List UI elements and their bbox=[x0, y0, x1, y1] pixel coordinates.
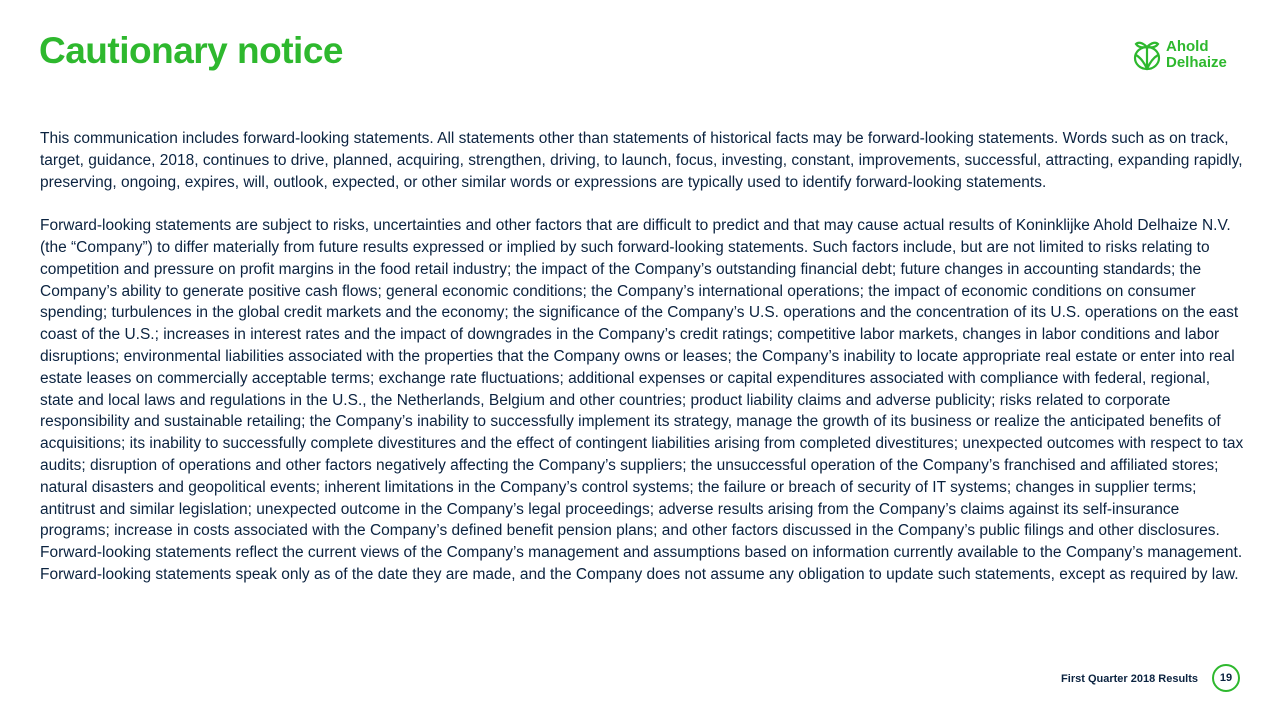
page-number-badge: 19 bbox=[1212, 664, 1240, 692]
company-logo bbox=[1132, 38, 1227, 72]
logo-line-1: Ahold bbox=[1166, 38, 1209, 55]
ahold-delhaize-leaf-icon bbox=[1132, 38, 1162, 72]
notice-paragraph-1: This communication includes forward-looking statements. All statements other than statements of historical facts may be forward-looking statements. Words such as on track, target, guidance, 2018, continues to drive, planned, acquiring, strengthen, driving, to launch, focus, investing, constant, improvements, successful, attracting, expanding rapidly, preserving, ongoing, expires, will, outlook, expected, or other similar words or expressions are typically used to identify forward-looking statements. bbox=[40, 130, 1243, 191]
footer-label: First Quarter 2018 Results bbox=[1061, 673, 1198, 685]
logo-wordmark bbox=[1166, 39, 1227, 71]
logo-line-2: Delhaize bbox=[1166, 54, 1227, 71]
slide-title: Cautionary notice bbox=[39, 30, 343, 71]
notice-body bbox=[40, 128, 1245, 586]
notice-paragraph-2: Forward-looking statements are subject to risks, uncertainties and other factors that are difficult to predict and that may cause actual results of Koninklijke Ahold Delhaize N.V. (the “Company”) to differ materially from future results expressed or implied by such forward-looking statements. Such factors include, but are not limited to risks relating to competition and pressure on profit margins in the food retail industry; the impact of the Company’s outstanding financial debt; future changes in accounting standards; the Company’s ability to generate positive cash flows; general economic conditions; the Company’s international operations; the impact of economic conditions on consumer spending; turbulences in the global credit markets and the economy; the significance of the Company’s U.S. operations and the concentration of its U.S. operations on the east coast of the U.S.; increases in interest rates and the impact of downgrades in the Company’s credit ratings; competitive labor markets, changes in labor conditions and labor disruptions; environmental liabilities associated with the properties that the Company owns or leases; the Company’s inability to locate appropriate real estate or enter into real estate leases on commercially acceptable terms; exchange rate fluctuations; additional expenses or capital expenditures associated with compliance with federal, regional, state and local laws and regulations in the U.S., the Netherlands, Belgium and other countries; product liability claims and adverse publicity; risks related to corporate responsibility and sustainable retailing; the Company’s inability to successfully implement its strategy, manage the growth of its business or realize the anticipated benefits of acquisitions; its inability to successfully complete divestitures and the effect of contingent liabilities arising from completed divestitures; unexpected outcomes with respect to tax audits; disruption of operations and other factors negatively affecting the Company’s suppliers; the unsuccessful operation of the Company’s franchised and affiliated stores; natural disasters and geopolitical events; inherent limitations in the Company’s control systems; the failure or breach of security of IT systems; changes in supplier terms; antitrust and similar legislation; unexpected outcome in the Company’s legal proceedings; adverse results arising from the Company’s claims against its self-insurance programs; increase in costs associated with the Company’s defined benefit pension plans; and other factors discussed in the Company’s public filings and other disclosures. Forward-looking statements reflect the current views of the Company’s management and assumptions based on information currently available to the Company’s management. Forward-looking statements speak only as of the date they are made, and the Company does not assume any obligation to update such statements, except as required by law. bbox=[40, 217, 1244, 583]
